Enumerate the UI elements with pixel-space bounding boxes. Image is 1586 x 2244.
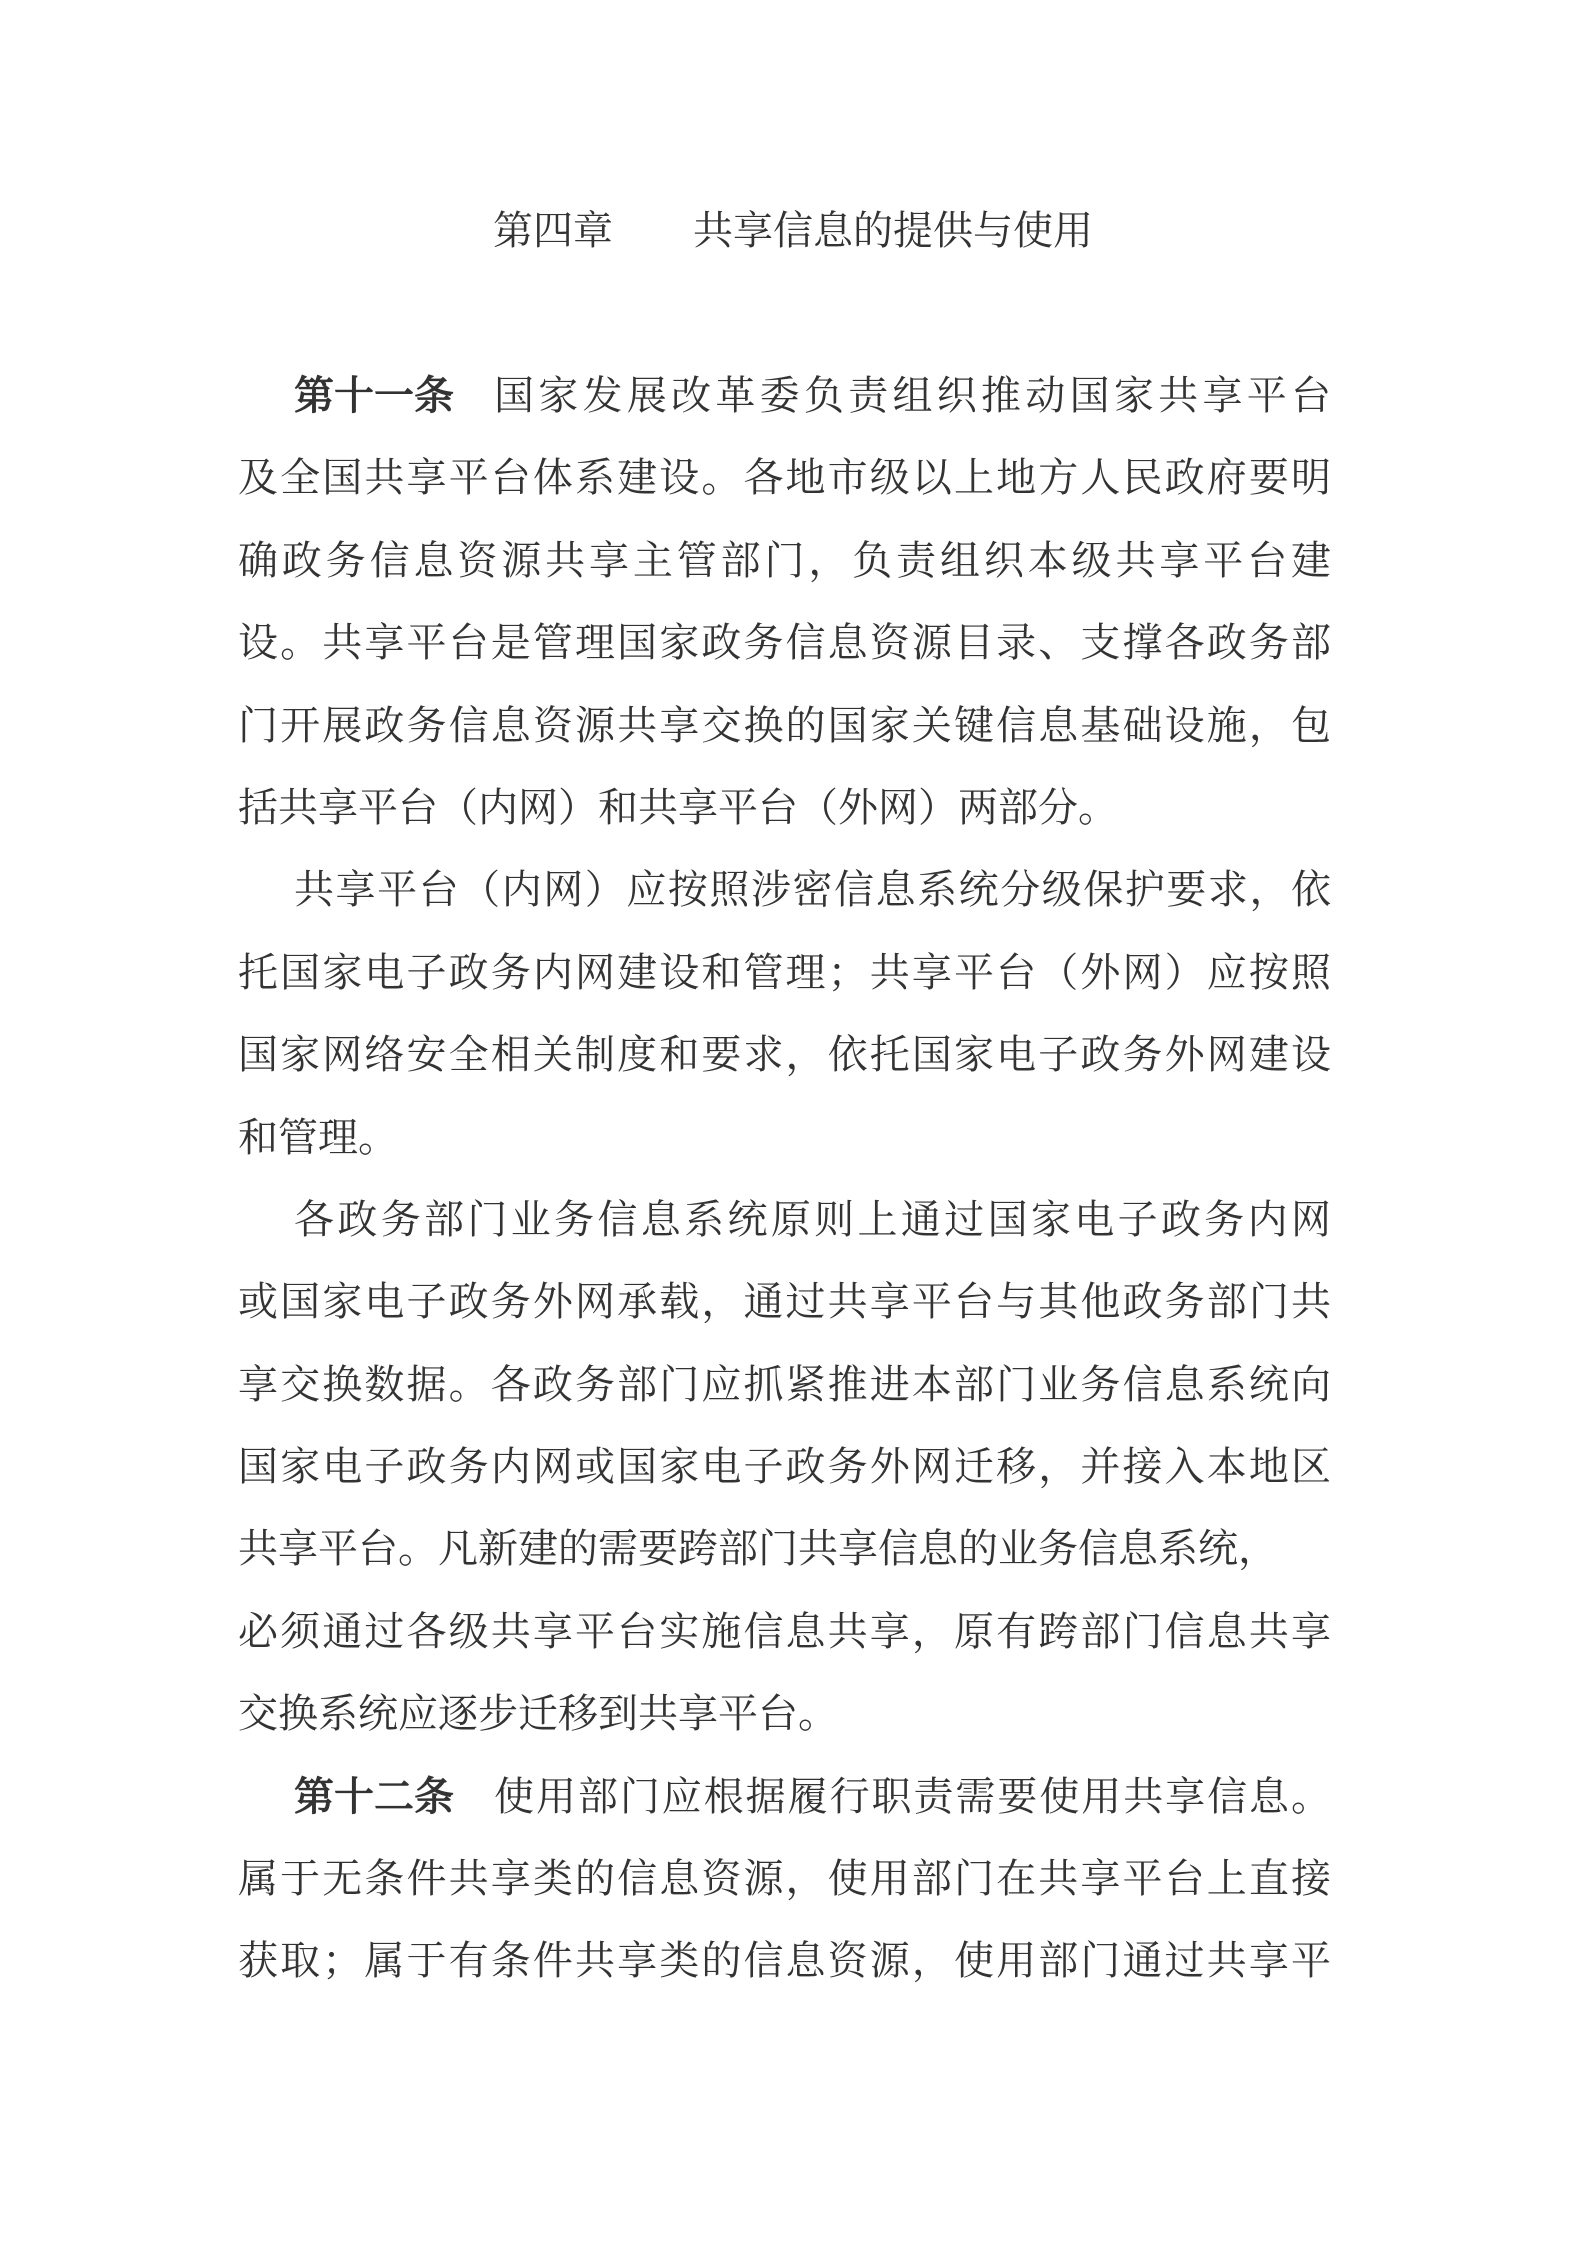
text-line: 国家网络安全相关制度和要求，依托国家电子政务外网建设: [238, 1032, 1331, 1079]
text-line: 获取；属于有条件共享类的信息资源，使用部门通过共享平: [238, 1938, 1331, 1985]
article-number: 第十一条: [294, 372, 454, 419]
chapter-number: 第四章: [493, 208, 613, 254]
text-line: 交换系统应逐步迁移到共享平台。: [238, 1691, 838, 1738]
text-line-content: 国家发展改革委负责组织推动国家共享平台: [494, 373, 1331, 419]
article-11-paragraph: [238, 355, 1331, 849]
article-number: 第十二条: [294, 1772, 454, 1820]
text-line: 各政务部门业务信息系统原则上通过国家电子政务内网: [294, 1196, 1331, 1243]
text-line-content: 使用部门应根据履行职责需要使用共享信息。: [494, 1773, 1331, 1820]
text-line: 门开展政务信息资源共享交换的国家关键信息基础设施，包: [238, 702, 1331, 749]
text-line: 及全国共享平台体系建设。各地市级以上地方人民政府要明: [238, 455, 1331, 502]
chapter-heading: [0, 190, 1586, 272]
text-line: 属于无条件共享类的信息资源，使用部门在共享平台上直接: [238, 1856, 1331, 1903]
heading-gap: [613, 208, 693, 254]
text-line: 托国家电子政务内网建设和管理；共享平台（外网）应按照: [238, 949, 1331, 996]
platform-network-paragraph: [238, 849, 1331, 1179]
text-line: 国家电子政务内网或国家电子政务外网迁移，并接入本地区: [238, 1444, 1331, 1491]
text-line: 必须通过各级共享平台实施信息共享，原有跨部门信息共享: [238, 1608, 1331, 1655]
text-line: 和管理。: [238, 1114, 398, 1161]
text-line: [238, 1756, 1331, 1838]
systems-migration-paragraph: [238, 1179, 1331, 1756]
text-line: 共享平台（内网）应按照涉密信息系统分级保护要求，依: [294, 867, 1331, 914]
text-line: 享交换数据。各政务部门应抓紧推进本部门业务信息系统向: [238, 1361, 1331, 1408]
document-body: [238, 355, 1331, 2003]
text-line: 共享平台。凡新建的需要跨部门共享信息的业务信息系统，: [238, 1526, 1278, 1573]
chapter-title: 共享信息的提供与使用: [693, 208, 1093, 254]
text-line: 确政务信息资源共享主管部门，负责组织本级共享平台建: [238, 537, 1331, 584]
article-12-paragraph: [238, 1756, 1331, 2003]
text-line: 设。共享平台是管理国家政务信息资源目录、支撑各政务部: [238, 620, 1331, 667]
text-line: [238, 355, 1331, 437]
text-line: 或国家电子政务外网承载，通过共享平台与其他政务部门共: [238, 1279, 1331, 1326]
text-line: 括共享平台（内网）和共享平台（外网）两部分。: [238, 784, 1118, 831]
